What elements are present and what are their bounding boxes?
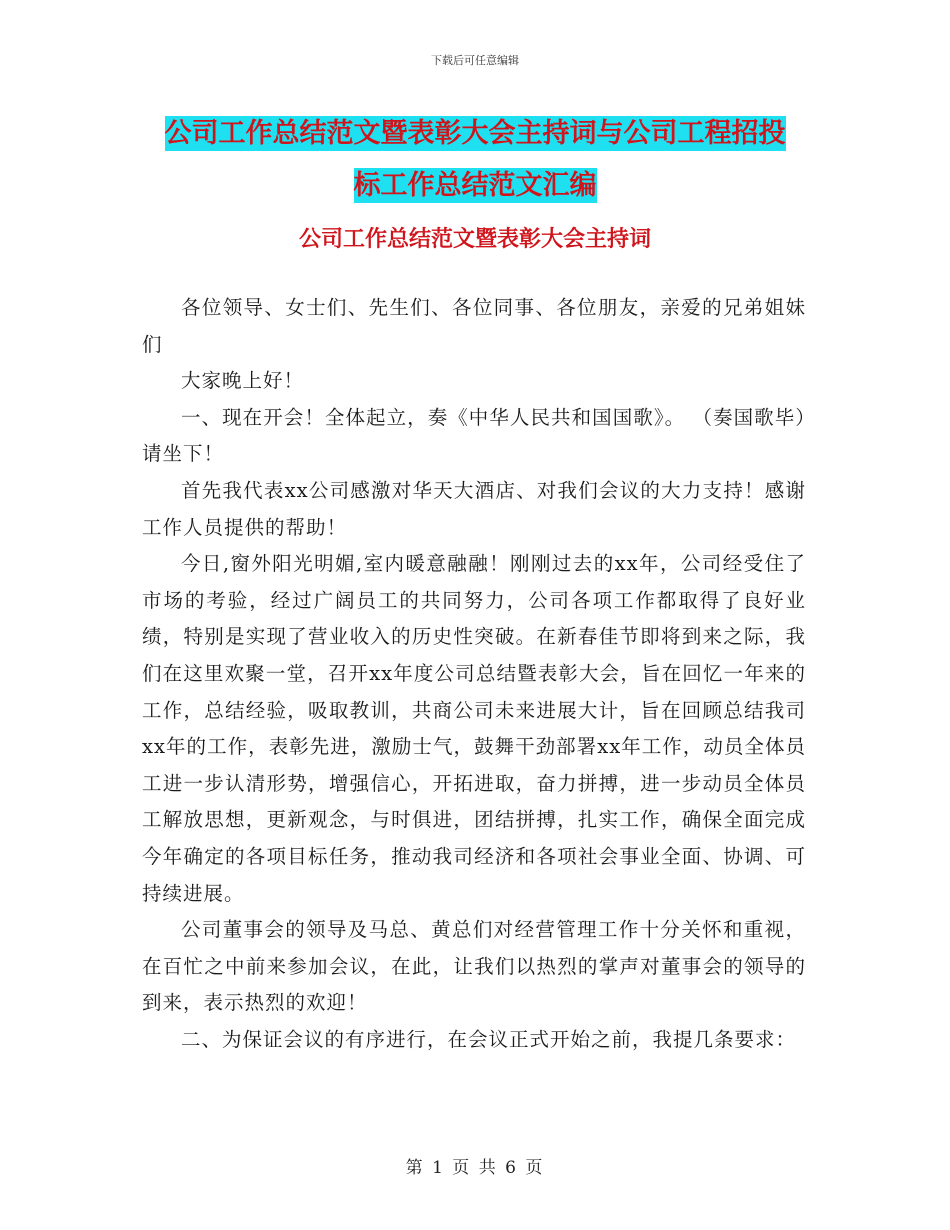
paragraph-3: 一、现在开会！全体起立，奏《中华人民共和国国歌》。 （奏国歌毕）请坐下！ [142, 405, 806, 466]
title-line-1: 公司工作总结范文暨表彰大会主持词与公司工程招投 [164, 118, 786, 149]
section-title: 公司工作总结范文暨表彰大会主持词 [298, 227, 651, 252]
body-text [142, 290, 806, 1058]
title-line-2: 标工作总结范文汇编 [353, 170, 597, 201]
paragraph-6: 公司董事会的领导及马总、黄总们对经营管理工作十分关怀和重视，在百忙之中前来参加会议，在此，让我们以热烈的掌声对董事会的领导的到来，表示热烈的欢迎！ [142, 918, 806, 1015]
header-note: 下载后可任意编辑 [431, 54, 519, 67]
paragraph-2: 大家晚上好！ [181, 369, 305, 393]
paragraph-4: 首先我代表xx公司感激对华天大酒店、对我们会议的大力支持！感谢工作人员提供的帮助！ [142, 478, 806, 539]
page-footer: 第 1 页 共 6 页 [405, 1158, 545, 1178]
paragraph-5: 今日,窗外阳光明媚,室内暖意融融！刚刚过去的xx年，公司经受住了市场的考验，经过广阔员工的共同努力，公司各项工作都取得了良好业绩，特别是实现了营业收入的历史性突破。在新春佳节即将到来之际，我们在这里欢聚一堂，召开xx年度公司总结暨表彰大会，旨在回忆一年来的工作，总结经验，吸取教训，共商公司未来进展大计，旨在回顾总结我司xx年的工作，表彰先进，激励士气，鼓舞干劲部署xx年工作，动员全体员工进一步认清形势，增强信心，开拓进取，奋力拼搏，进一步动员全体员工解放思想，更新观念，与时俱进，团结拼搏，扎实工作，确保全面完成今年确定的各项目标任务，推动我司经济和各项社会事业全面、协调、可持续进展。 [142, 552, 806, 905]
paragraph-7: 二、为保证会议的有序进行，在会议正式开始之前，我提几条要求： [181, 1027, 797, 1051]
document-title [140, 108, 810, 212]
paragraph-1: 各位领导、女士们、先生们、各位同事、各位朋友，亲爱的兄弟姐妹们 [142, 296, 806, 356]
